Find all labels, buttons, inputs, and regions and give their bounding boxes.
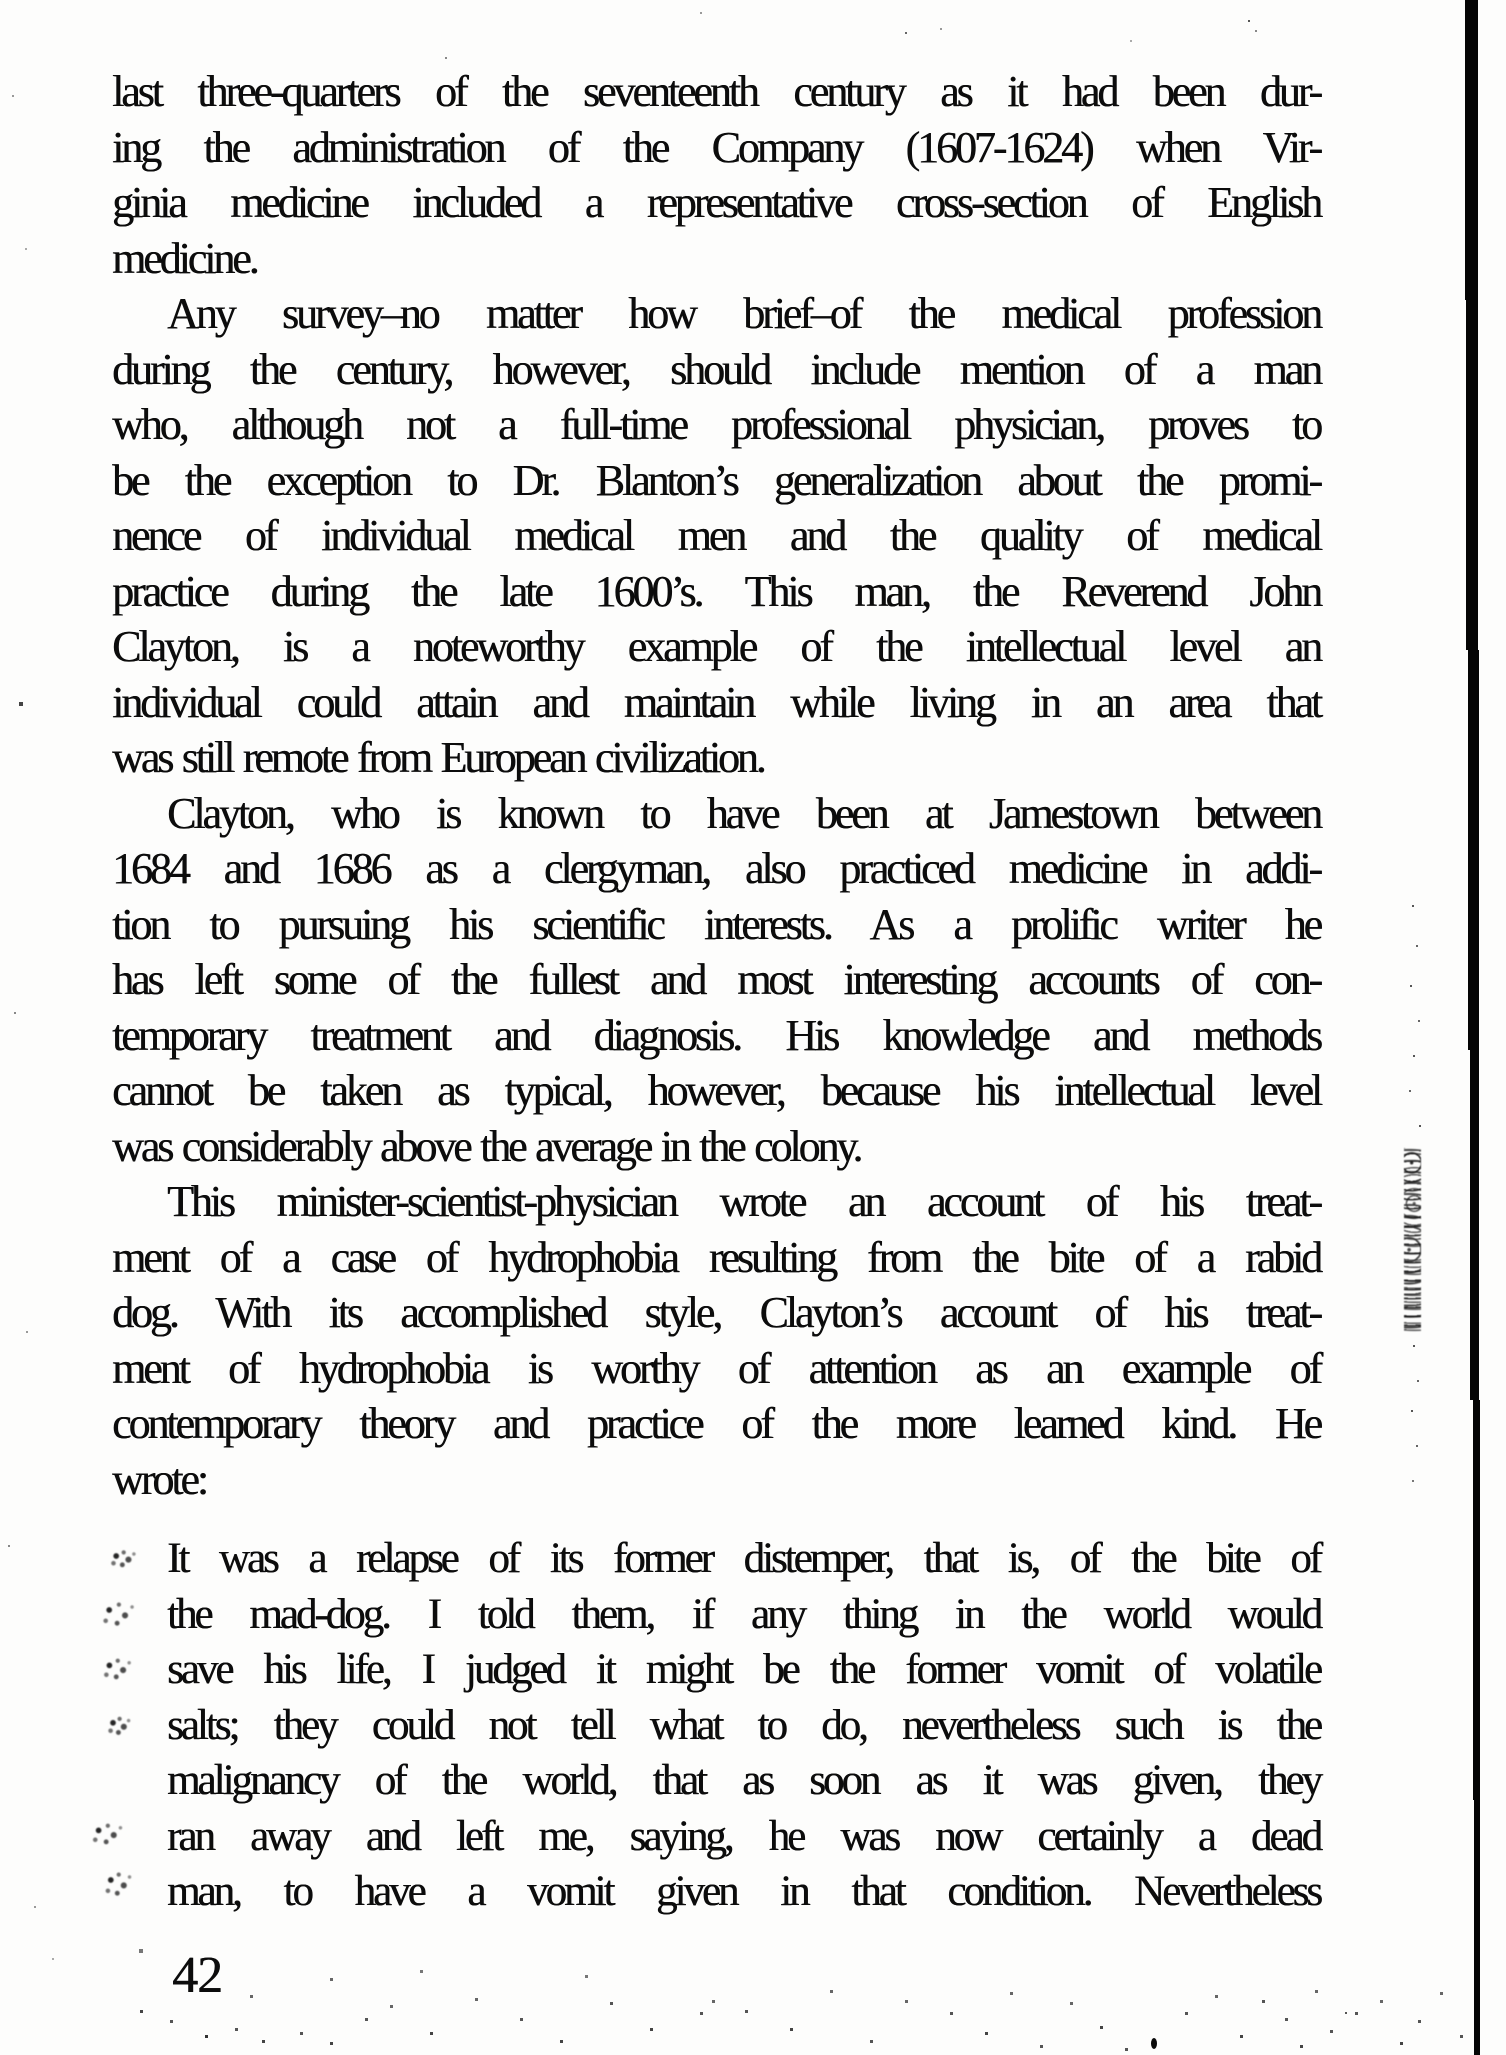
text-line: be the exception to Dr. Blanton’s generalization about the promi- bbox=[112, 455, 1320, 505]
text-line: salts; they could not tell what to do, nevertheless such is the bbox=[167, 1701, 1320, 1749]
text-line: tion to pursuing his scientific interests. As a prolific writer he bbox=[112, 899, 1320, 949]
paragraph bbox=[112, 64, 1320, 286]
scan-speckles bbox=[0, 0, 2, 2]
margin-smudge bbox=[106, 1548, 140, 1568]
text-line: ment of hydrophobia is worthy of attention as an example of bbox=[112, 1343, 1320, 1393]
margin-smudge bbox=[104, 1714, 134, 1736]
margin-smudge bbox=[98, 1655, 136, 1681]
text-line: practice during the late 1600’s. This man, the Reverend John bbox=[112, 566, 1320, 616]
text-line: last three-quarters of the seventeenth century as it had been dur- bbox=[112, 67, 1320, 116]
scan-edge-bar bbox=[1466, 300, 1478, 650]
text-line: the mad-dog. I told them, if any thing in the world would bbox=[167, 1590, 1320, 1638]
text-line: save his life, I judged it might be the former vomit of volatile bbox=[167, 1646, 1320, 1693]
text-line: dog. With its accomplished style, Clayton’s account of his treat- bbox=[112, 1288, 1320, 1337]
text-line: has left some of the fullest and most interesting accounts of con- bbox=[112, 955, 1320, 1004]
paragraph bbox=[112, 786, 1320, 1175]
text-line: medicine. bbox=[112, 233, 257, 283]
text-line: man, to have a vomit given in that condition. Nevertheless bbox=[167, 1868, 1320, 1915]
text-line: 1684 and 1686 as a clergyman, also practiced medicine in addi- bbox=[112, 844, 1320, 893]
margin-smudge bbox=[100, 1868, 136, 1898]
paragraph bbox=[112, 286, 1320, 786]
text-line: ran away and left me, saying, he was now certainly a dead bbox=[167, 1812, 1320, 1860]
scan-edge-bar bbox=[1474, 1800, 1480, 2055]
text-column bbox=[112, 64, 1320, 1920]
margin-smudge bbox=[86, 1820, 128, 1846]
text-line: who, although not a full-time professional physician, proves to bbox=[112, 400, 1320, 449]
text-line: ment of a case of hydrophobia resulting from the bite of a rabid bbox=[112, 1232, 1320, 1282]
scan-edge-bar bbox=[1470, 1050, 1479, 1400]
text-line: wrote: bbox=[112, 1454, 206, 1504]
text-line: was considerably above the average in the colony. bbox=[112, 1121, 861, 1171]
text-line: Any survey–no matter how brief–of the medical profession bbox=[167, 289, 1320, 338]
text-line: nence of individual medical men and the quality of medical bbox=[112, 511, 1320, 560]
text-line: ginia medicine included a representative cross-section of English bbox=[112, 178, 1320, 227]
text-line: contemporary theory and practice of the more learned kind. He bbox=[112, 1399, 1320, 1448]
text-line: It was a relapse of its former distemper, that is, of the bite of bbox=[167, 1535, 1320, 1582]
scan-speckle-streak bbox=[1404, 1148, 1421, 1333]
text-line: ing the administration of the Company (1607-1624) when Vir- bbox=[112, 122, 1320, 172]
scan-edge-bar bbox=[1468, 650, 1479, 1050]
text-line: temporary treatment and diagnosis. His knowledge and methods bbox=[112, 1010, 1320, 1060]
page-number: 42 bbox=[172, 1947, 222, 2004]
text-line: was still remote from European civilization. bbox=[112, 733, 764, 782]
text-line: Clayton, is a noteworthy example of the intellectual level an bbox=[112, 622, 1320, 671]
paragraph bbox=[112, 1174, 1320, 1507]
scan-edge-bar bbox=[1465, 0, 1478, 300]
text-line: Clayton, who is known to have been at Jamestown between bbox=[167, 788, 1320, 838]
text-line: during the century, however, should include mention of a man bbox=[112, 344, 1320, 394]
margin-smudge bbox=[96, 1598, 140, 1628]
text-line: cannot be taken as typical, however, because his intellectual level bbox=[112, 1066, 1320, 1115]
scan-ink-blob bbox=[1151, 2038, 1157, 2049]
text-line: individual could attain and maintain while living in an area that bbox=[112, 677, 1320, 727]
scan-edge-bar bbox=[1473, 1400, 1480, 1800]
text-line: This minister-scientist-physician wrote an account of his treat- bbox=[167, 1177, 1320, 1226]
text-line: malignancy of the world, that as soon as it was given, they bbox=[167, 1757, 1320, 1804]
block-quote bbox=[167, 1531, 1320, 1920]
